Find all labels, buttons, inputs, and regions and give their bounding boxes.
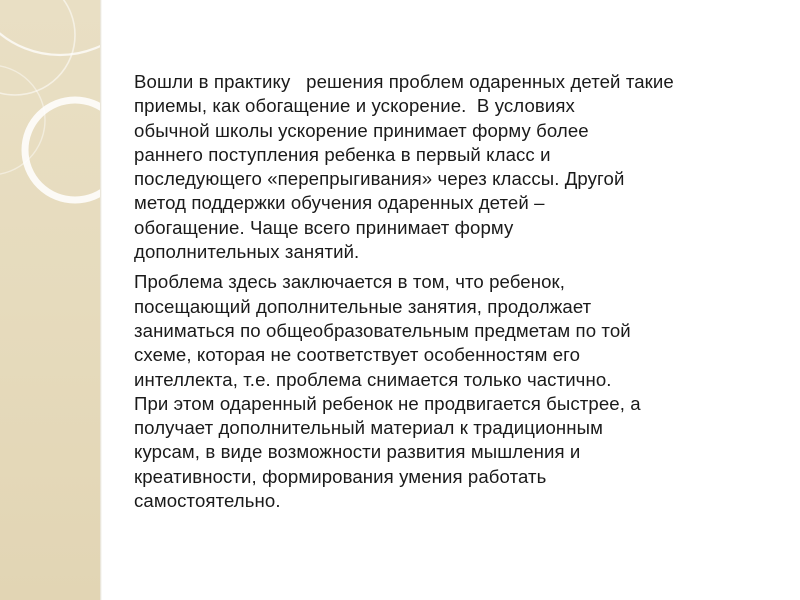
text-line: Проблема здесь заключается в том, что ребенок, (134, 271, 566, 293)
text-line: получает дополнительный материал к традиционным (134, 417, 603, 439)
text-line: приемы, как обогащение и ускорение. В условиях (134, 95, 575, 117)
band-edge-divider (100, 0, 102, 600)
slide-body (134, 70, 774, 519)
paragraph-2 (134, 270, 774, 513)
text-line: Вошли в практику решения проблем одаренных детей такие (134, 71, 674, 92)
text-line: метод поддержки обучения одаренных детей – (134, 192, 545, 214)
text-line: интеллекта, т.е. проблема снимается только частично. (134, 368, 612, 390)
decorative-rings-icon (0, 0, 100, 600)
paragraph-1 (134, 70, 774, 264)
text-line: раннего поступления ребенка в первый класс и (134, 143, 551, 165)
text-line: схеме, которая не соответствует особенностям его (134, 344, 581, 366)
text-line: креативности, формирования умения работать (134, 465, 547, 487)
text-line: заниматься по общеобразовательным предметам по той (134, 319, 631, 341)
text-line: последующего «перепрыгивания» через классы. Другой (134, 168, 625, 190)
text-line: курсам, в виде возможности развития мышления и (134, 441, 581, 463)
text-line: При этом одаренный ребенок не продвигается быстрее, а (134, 392, 641, 414)
text-line: обогащение. Чаще всего принимает форму (134, 216, 514, 238)
text-line: самостоятельно. (134, 490, 281, 512)
text-line: дополнительных занятий. (134, 241, 360, 263)
decorative-side-band (0, 0, 100, 600)
text-line: посещающий дополнительные занятия, продолжает (134, 295, 592, 317)
text-line: обычной школы ускорение принимает форму более (134, 119, 589, 141)
